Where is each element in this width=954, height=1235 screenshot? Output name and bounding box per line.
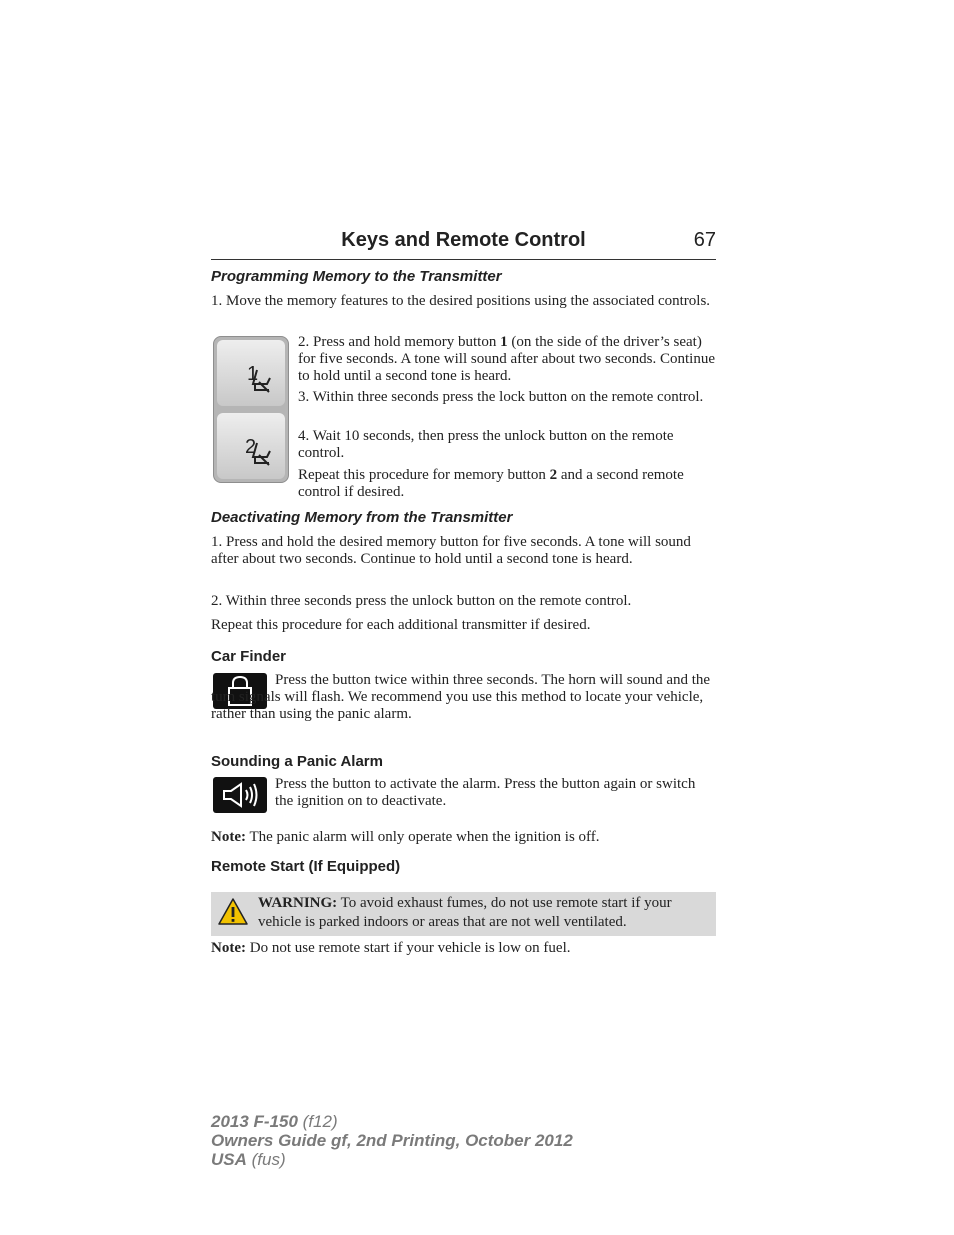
- section-heading-deactivating: Deactivating Memory from the Transmitter: [211, 509, 513, 526]
- programming-step-4: 4. Wait 10 seconds, then press the unlock button on the remote control.: [298, 428, 674, 461]
- remote-start-note: Note: Do not use remote start if your vehicle is low on fuel.: [211, 940, 571, 956]
- section-heading-remote-start: Remote Start (If Equipped): [211, 858, 401, 875]
- page-header: [211, 229, 716, 260]
- deactivating-step-1: 1. Press and hold the desired memory button for five seconds. A tone will sound after about two seconds. Continue to hold until a second tone is heard.: [211, 534, 691, 567]
- warning-triangle-icon: [217, 896, 249, 928]
- panic-alarm-text: Press the button to activate the alarm. Press the button again or switch the ignition on to deactivate.: [275, 776, 696, 809]
- panic-alarm-note: Note: The panic alarm will only operate when the ignition is off.: [211, 829, 600, 845]
- page-title: Keys and Remote Control: [341, 229, 586, 251]
- programming-step-3: 3. Within three seconds press the lock button on the remote control.: [298, 389, 704, 405]
- footer-line-2: Owners Guide gf, 2nd Printing, October 2012: [211, 1131, 573, 1150]
- memory-button-1: [217, 340, 285, 406]
- warning-text: WARNING: To avoid exhaust fumes, do not use remote start if your vehicle is parked indoors or areas that are not well ventilated.: [258, 895, 672, 930]
- footer-line-3: USA (fus): [211, 1150, 286, 1169]
- horn-icon: [213, 777, 267, 813]
- section-heading-car-finder: Car Finder: [211, 648, 287, 665]
- memory-button-2-label: 2: [245, 436, 257, 458]
- memory-button-2: [217, 413, 285, 479]
- section-heading-panic-alarm: Sounding a Panic Alarm: [211, 753, 383, 770]
- car-finder-text: Press the button twice within three seconds. The horn will sound and the turn signals will flash. We recommend you use this method to locate your vehicle, rather than using the panic alarm.: [211, 672, 711, 722]
- deactivating-step-2: 2. Within three seconds press the unlock button on the remote control.: [211, 593, 632, 609]
- programming-repeat: Repeat this procedure for memory button 2 and a second remote control if desired.: [298, 467, 684, 500]
- memory-button-1-label: 1: [247, 363, 259, 385]
- deactivating-repeat: Repeat this procedure for each additional transmitter if desired.: [211, 617, 591, 633]
- seat-memory-buttons: [213, 336, 289, 483]
- footer-line-1: 2013 F-150 (f12): [211, 1112, 338, 1131]
- section-heading-programming: Programming Memory to the Transmitter: [211, 268, 502, 285]
- seat-memory-icon: [217, 340, 285, 406]
- panic-button-graphic: [213, 777, 267, 813]
- programming-step-2: 2. Press and hold memory button 1 (on the side of the driver’s seat) for five seconds. A tone will sound after about two seconds. Continue to hold until a second tone is heard.: [298, 334, 716, 384]
- page-footer: [211, 1112, 573, 1169]
- seat-memory-icon: [217, 413, 285, 479]
- page-number: 67: [693, 229, 716, 251]
- warning-box: [211, 892, 716, 936]
- programming-step-1: 1. Move the memory features to the desired positions using the associated controls.: [211, 293, 711, 309]
